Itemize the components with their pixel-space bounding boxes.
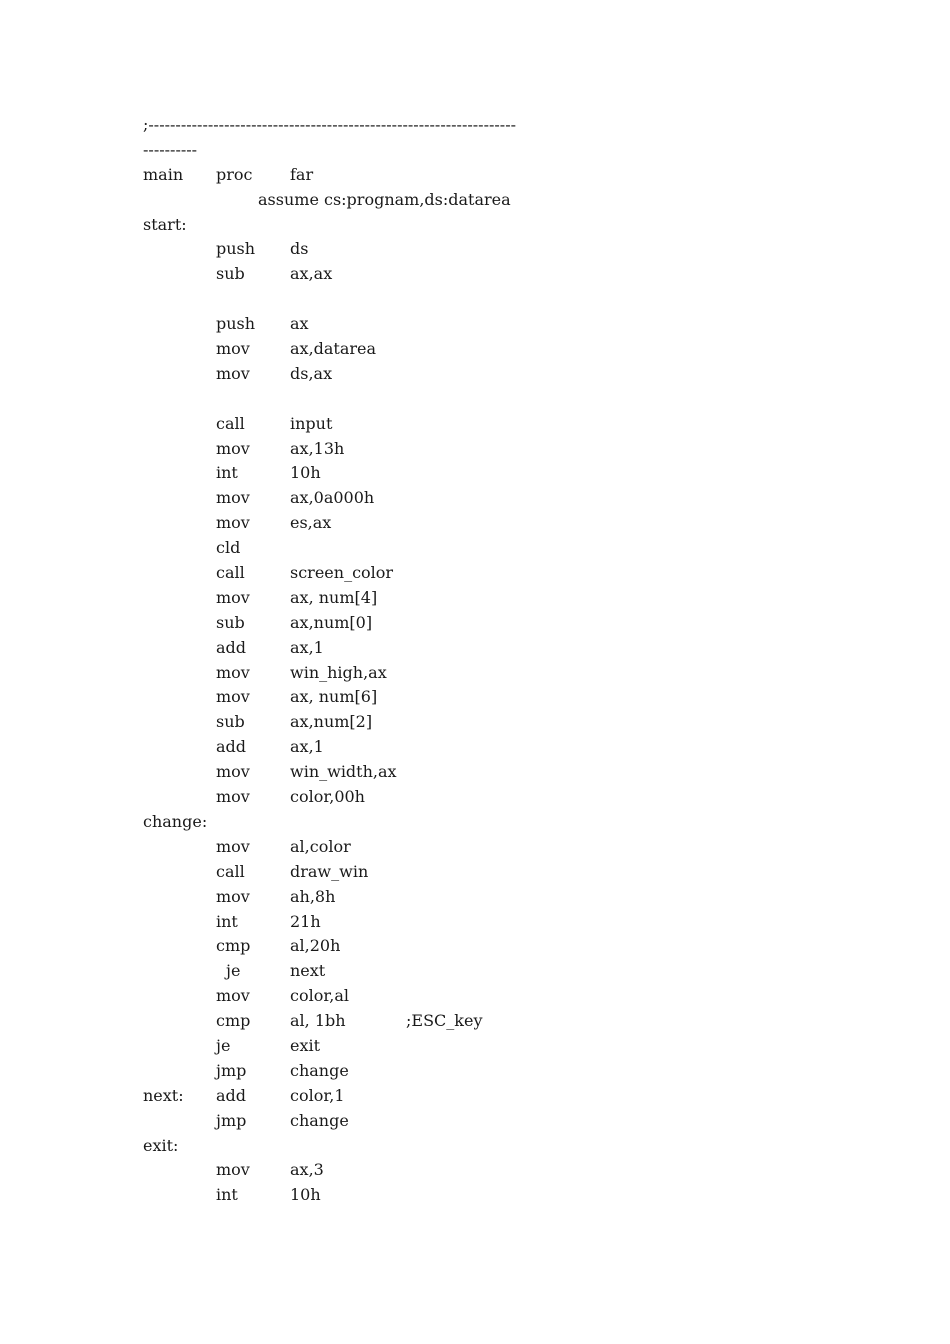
code-opcode: mov (216, 1160, 250, 1180)
code-opcode: sub (216, 712, 245, 732)
code-operand: color,al (290, 986, 349, 1006)
code-opcode: mov (216, 488, 250, 508)
code-opcode: push (216, 314, 256, 334)
code-opcode: cmp (216, 1011, 251, 1031)
code-operand: ax,1 (290, 737, 324, 757)
code-opcode: mov (216, 886, 250, 906)
code-opcode: int (216, 1185, 238, 1205)
code-opcode: mov (216, 836, 250, 856)
code-opcode: mov (216, 438, 250, 458)
separator-text-continued: ---------- (143, 139, 198, 159)
code-opcode: call (216, 563, 245, 583)
code-line (0, 885, 950, 910)
code-label: start: (143, 214, 187, 234)
code-line (0, 710, 950, 735)
code-line (0, 1183, 950, 1208)
code-line (0, 511, 950, 536)
code-opcode: call (216, 413, 245, 433)
code-opcode: cmp (216, 936, 251, 956)
code-operand: al,color (290, 836, 351, 856)
code-operand: change (290, 1060, 349, 1080)
code-opcode: sub (216, 612, 245, 632)
code-line (0, 1084, 950, 1109)
code-opcode: mov (216, 587, 250, 607)
code-label: next: (143, 1085, 184, 1105)
code-operand: 10h (290, 463, 321, 483)
code-operand: ds (290, 239, 309, 259)
code-line (0, 785, 950, 810)
code-operand: far (290, 164, 314, 184)
code-opcode: mov (216, 986, 250, 1006)
code-line (0, 287, 950, 312)
code-operand: es,ax (290, 513, 332, 533)
code-opcode: sub (216, 264, 245, 284)
separator-text: ;-------------------------------------------------------------------- (143, 115, 517, 134)
code-opcode: je (216, 1035, 231, 1055)
code-operand: color,1 (290, 1085, 345, 1105)
code-line (0, 1034, 950, 1059)
code-line (0, 1158, 950, 1183)
code-opcode: int (216, 463, 238, 483)
code-line (0, 163, 950, 188)
code-opcode: push (216, 239, 256, 259)
code-operand: input (290, 413, 333, 433)
code-line (0, 984, 950, 1009)
code-operand: ax,datarea (290, 339, 377, 359)
code-operand: draw_win (290, 861, 369, 881)
code-opcode: mov (216, 762, 250, 782)
code-line (0, 486, 950, 511)
code-opcode: mov (216, 513, 250, 533)
code-opcode: mov (216, 339, 250, 359)
code-line (0, 735, 950, 760)
code-line (0, 835, 950, 860)
code-line (0, 611, 950, 636)
code-operand: ax,13h (290, 438, 345, 458)
code-opcode: jmp (216, 1060, 247, 1080)
code-line (0, 586, 950, 611)
code-opcode: mov (216, 363, 250, 383)
code-comment: ;ESC_key (406, 1011, 483, 1031)
code-line (0, 860, 950, 885)
code-line (0, 362, 950, 387)
code-opcode: proc (216, 164, 253, 184)
code-line (0, 959, 950, 984)
code-opcode: mov (216, 687, 250, 707)
code-line (0, 188, 950, 213)
code-line (0, 412, 950, 437)
code-line (0, 636, 950, 661)
code-operand: ax,num[2] (290, 712, 373, 732)
code-opcode: add (216, 1085, 247, 1105)
code-line (0, 312, 950, 337)
code-line (0, 536, 950, 561)
separator-line (0, 113, 950, 138)
code-operand: ax,ax (290, 264, 333, 284)
code-line (0, 262, 950, 287)
code-opcode: mov (216, 662, 250, 682)
code-operand: ax, num[6] (290, 687, 378, 707)
assembly-listing (0, 113, 950, 1208)
code-operand: ax,3 (290, 1160, 324, 1180)
code-opcode: je (226, 961, 241, 981)
code-operand: ax,0a000h (290, 488, 375, 508)
code-operand: ax,num[0] (290, 612, 373, 632)
code-line (0, 461, 950, 486)
code-operand: ax, num[4] (290, 587, 378, 607)
code-operand: ax (290, 314, 309, 334)
code-line (0, 910, 950, 935)
code-line (0, 387, 950, 412)
separator-line-continued (0, 138, 950, 163)
code-label: main (143, 164, 184, 184)
code-operand: 10h (290, 1185, 321, 1205)
code-operand: exit (290, 1035, 321, 1055)
code-opcode: call (216, 861, 245, 881)
code-operand: next (290, 961, 326, 981)
code-opcode: cld (216, 538, 241, 558)
code-operand: screen_color (290, 563, 394, 583)
code-operand: color,00h (290, 787, 365, 807)
code-operand: al,20h (290, 936, 341, 956)
code-label: exit: (143, 1135, 179, 1155)
code-line (0, 1134, 950, 1159)
code-operand: ah,8h (290, 886, 336, 906)
code-opcode: jmp (216, 1110, 247, 1130)
code-opcode: int (216, 911, 238, 931)
assume-directive: assume cs:prognam,ds:datarea (258, 189, 511, 209)
code-line (0, 437, 950, 462)
code-operand: al, 1bh (290, 1011, 346, 1031)
code-line (0, 561, 950, 586)
code-operand: ax,1 (290, 637, 324, 657)
code-opcode: mov (216, 787, 250, 807)
code-line (0, 685, 950, 710)
code-line (0, 1009, 950, 1034)
code-operand: ds,ax (290, 363, 333, 383)
code-line (0, 213, 950, 238)
code-line (0, 337, 950, 362)
code-line (0, 760, 950, 785)
code-line (0, 810, 950, 835)
code-operand: change (290, 1110, 349, 1130)
code-line (0, 1059, 950, 1084)
code-opcode: add (216, 737, 247, 757)
code-operand: 21h (290, 911, 321, 931)
code-operand: win_width,ax (290, 762, 397, 782)
code-line (0, 237, 950, 262)
code-label: change: (143, 811, 208, 831)
code-opcode: add (216, 637, 247, 657)
code-line (0, 934, 950, 959)
code-line (0, 1109, 950, 1134)
code-operand: win_high,ax (290, 662, 387, 682)
code-line (0, 661, 950, 686)
